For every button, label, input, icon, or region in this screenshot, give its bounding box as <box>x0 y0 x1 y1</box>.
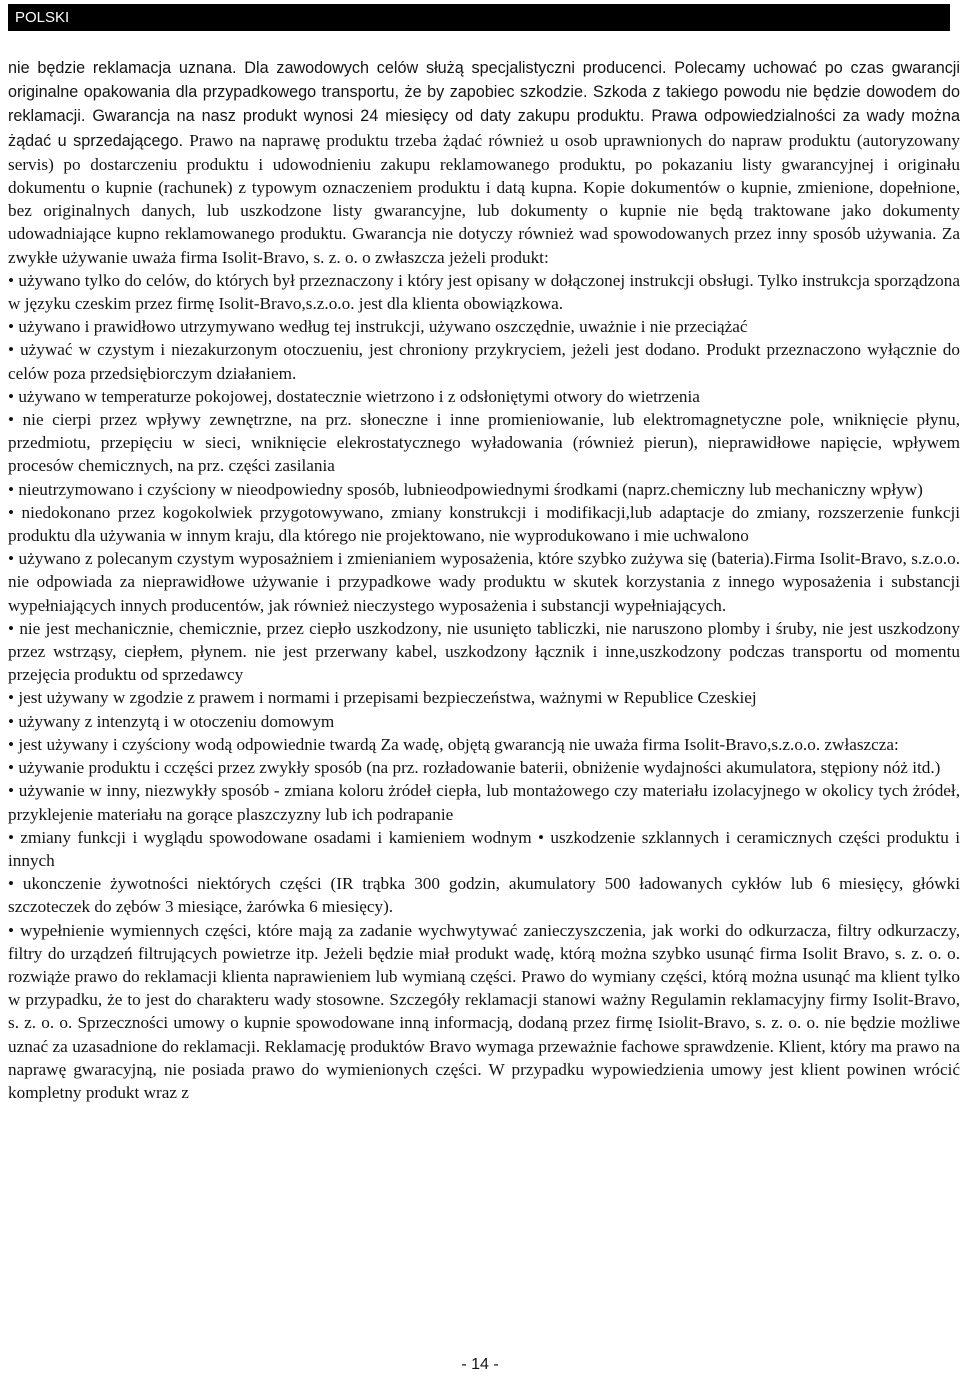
bullet-item: • jest używany w zgodzie z prawem i normami i przepisami bezpieczeństwa, ważnymi w Republice Czeskiej <box>8 688 757 708</box>
bullet-item: • używać w czystym i niezakurzonym otoczueniu, jest chroniony przykryciem, jeżeli jest dodano. Produkt przeznaczono wyłącznie do celów poza przedsiębiorczym działaniem. <box>8 340 960 383</box>
language-header-bar <box>8 4 950 31</box>
bullet-item: • używanie produktu i cczęści przez zwykły sposób (na prz. rozładowanie baterii, obniżenie wydajności akumulatora, stępiony nóż itd.) <box>8 758 941 778</box>
paragraph-0: Prawo na naprawę produktu trzeba żądać również u osob uprawnionych do napraw produktu (autoryzowany servis) po dostarczeniu produktu i udowodnieniu zakupu reklamowanego produktu, po pokazaniu listy gwarancyjnej i originału dokumentu o kupnie (rachunek) z typowym oznaczeniem produktu i datą kupna. Kopie dokumentów o kupnie, zmienione, dopełnione, bez originalnych danych, lub uszkodzone listy gwarancyjne, lub dokumenty o kupnie nie będą traktowane jako dokumenty udowadniające kupno reklamowanego produktu. Gwarancja nie dotyczy również wad spowodowanych przez inny sposób używania. Za zwykłe używanie uważa firma Isolit-Bravo, s. z. o. o zwłaszcza jeżeli produkt: <box>8 130 960 267</box>
bullet-item: • jest używany i czyściony wodą odpowiednie twardą Za wadę, objętą gwarancją nie uważa firma Isolit-Bravo,s.z.o.o. zwłaszcza: <box>8 734 899 754</box>
page-number: - 14 - <box>461 1356 499 1373</box>
warranty-text-body <box>8 56 960 1104</box>
bullet-item: • nieutrzymowano i czyściony w nieodpowiedny sposób, lubnieodpowiednymi środkami (naprz.chemiczny lub mechaniczny wpływ) <box>8 479 923 499</box>
language-label: POLSKI <box>15 9 70 26</box>
bullet-item: • używany z intenzytą i w otoczeniu domowym <box>8 711 335 731</box>
paragraph-intro <box>8 56 960 269</box>
bullet-item: • używano w temperaturze pokojowej, dostatecznie wietrzono i z odsłoniętymi otwory do wietrzenia <box>8 386 700 406</box>
bullet-item: • wypełnienie wymiennych części, które mają za zadanie wychwytywać zanieczyszczenia, jak worki do odkurzacza, filtry odkurzaczy, filtry do urządzeń filtrujących powietrze itp. Jeżeli będzie miał produkt wadę, którą można szybko usunąć firma Isolit Bravo, s. z. o. o. rozwiąże prawo do reklamacji klienta naprawieniem lub wymianą części. Prawo do wymiany części, którą można usunąć ma klient tylko w przypadku, że to jest do charakteru wady stosowne. Szczegóły reklamacji stanowi ważny Regulamin reklamacyjny firmy Isolit-Bravo, s. z. o. o. Sprzeczności umowy o kupnie spowodowane inną informacją, dodaną przez firmę Isiolit-Bravo, s. z. o. o. nie będzie możliwe uznać za uzasadnione do reklamacji. Reklamację produktów Bravo wymaga przeważnie fachowe sprawdzenie. Klient, który ma prawo na naprawę gwaracyjną, nie posiada prawo do wymienionych części. W przypadku wypowiedzienia umowy jest klient powinen wrócić kompletny produkt wraz z <box>8 920 960 1102</box>
bullet-item: • używano tylko do celów, do których był przeznaczony i który jest opisany w dołączonej instrukcji obsługi. Tylko instrukcja sporządzona w języku czeskim przez firmę Isolit-Bravo,s.z.o.o. jest dla klienta obowiązkowa. <box>8 270 960 314</box>
bullet-item: • zmiany funkcji i wyglądu spowodowane osadami i kamieniem wodnym • uszkodzenie szklannych i ceramicznych części produktu i innych <box>8 827 960 870</box>
bullet-item: • używano z polecanym czystym wyposażniem i zmienianiem wyposażenia, które szybko zużywa się (bateria).Firma Isolit-Bravo, s.z.o.o. nie odpowiada za nieprawidłowe używanie i przypadkowe wady produktu w skutek korzystania z innego wyposażenia i substancji wypełniających innych producentów, jak również nieczystego wyposażenia i substancji wypełniających. <box>8 549 960 615</box>
bullet-item: • używano i prawidłowo utrzymywano według tej instrukcji, używano oszczędnie, uważnie i nie przeciążać <box>8 317 748 337</box>
bullet-item: • niedokonano przez kogokolwiek przygotowywano, zmiany konstrukcji i modifikacji,lub adaptacje do zmiany, rozszerzenie funkcji produktu dla używania w innym kraju, dla którego nie projektowano, nie wyprodukowano i mie uchwalono <box>8 502 960 546</box>
bullet-item: • używanie w inny, niezwykły sposób - zmiana koloru żródeł ciepła, lub montażowego czy materiału izolacyjnego w okolicy tych żródeł, przyklejenie materiału na gorące plaszczyzny lub ich podrapanie <box>8 781 960 824</box>
intro-sans-text: nie będzie reklamacja uznana. Dla zawodowych celów służą specjalistyczni producenci. Polecamy uchować po czas gwarancji originalne opakowania dla przypadkowego transportu, że by zapobiec szkodzie. Szkoda z takiego powodu nie będzie dowodem do reklamacji. Gwarancja na nasz produkt wynosi 24 miesięcy od daty zakupu produktu. Prawa odpowiedzialności za wady można żądać u sprzedającego. <box>8 59 960 150</box>
bullet-item: • nie cierpi przez wpływy zewnętrzne, na prz. słoneczne i inne promieniowanie, lub elektromagnetyczne pole, wniknięcie płynu, przedmiotu, przepięciu w sieci, wniknięcie elekrostatycznego wyładowania (również pierun), nieprawidłowe napięcie, wpływem procesów chemicznych, na prz. części zasilania <box>8 410 960 476</box>
bullet-item: • nie jest mechanicznie, chemicznie, przez ciepło uszkodzony, nie usunięto tabliczki, nie naruszono plomby i śruby, nie jest uszkodzony przez wstrząsy, ciepłem, płynem. nie jest przerwany kabel, uszkodzony łącznik i inne,uszkodzony podczas transportu od momentu przejęcia produktu od sprzedawcy <box>8 618 960 685</box>
bullet-item: • ukonczenie żywotności niektórych części (IR trąbka 300 godzin, akumulatory 500 ładowanych cykłów lub 6 miesięcy, główki szczoteczek do zębów 3 miesiące, żarówka 6 miesięcy). <box>8 874 960 917</box>
